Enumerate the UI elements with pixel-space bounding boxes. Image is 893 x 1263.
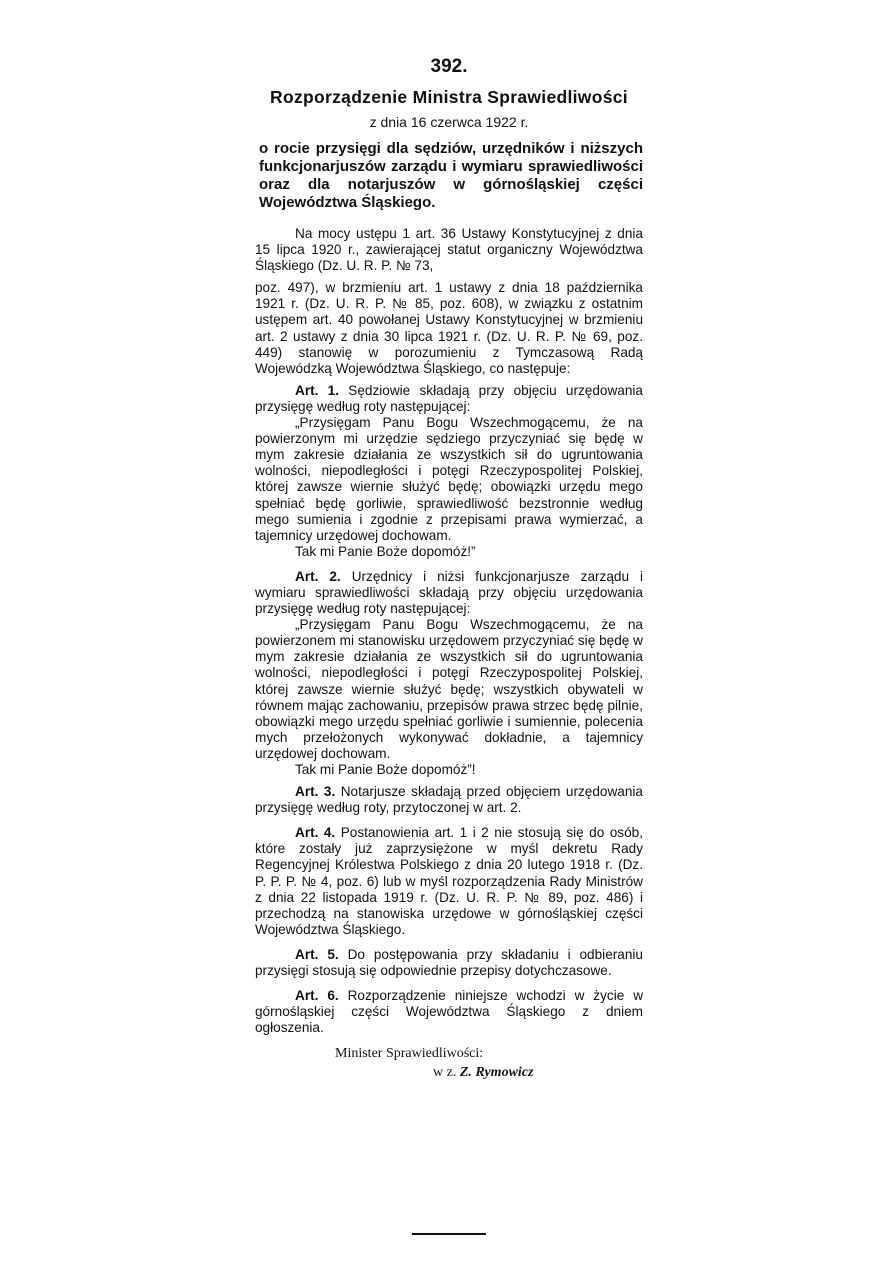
article-4-text: Postanowienia art. 1 i 2 nie stosują się do osób, które zostały już zaprzysiężone w myśl dekretu Rady Regencyjnej Królestwa Polskiego z dnia 20 lutego 1918 r. (Dz. P. P. P. № 4, poz. 6) lub w myśl rozporządzenia Rady Ministrów z dnia 22 listopada 1919 r. (Dz. U. R. P. № 89, poz. 486) i przechodzą na stanowiska urzędowe w górnośląskiej części Województwa Śląskiego.: [255, 825, 644, 937]
signature-prefix: w z.: [433, 1064, 457, 1080]
article-1-oath: „Przysięgam Panu Bogu Wszechmogącemu, że na powierzonym mi urzędzie sędziego przyczyniać się będę w mym zakresie działania ze wszystkich sił do ugruntowania wolności, niepodległości i potęgi Rzeczypospolitej Polskiej, której zawsze wiernie służyć będę; obowiązki urzędu mego spełniać będę gorliwie, sprawiedliwość bezstronnie według mego sumienia i zgodnie z przepisami prawa wymierzać, a tajemnicy urzędowej dochowam.: [255, 415, 643, 543]
article-3-text: Notarjusze składają przed objęciem urzędowania przysięgę według roty, przytoczonej w art. 2.: [255, 784, 643, 816]
article-1-label: Art. 1.: [295, 382, 340, 398]
signature-title: Minister Sprawiedliwości:: [335, 1046, 484, 1062]
document-date: z dnia 16 czerwca 1922 r.: [369, 114, 529, 130]
page-number: 392.: [430, 56, 468, 77]
intro-paragraph-2: poz. 497), w brzmieniu art. 1 ustawy z dnia 18 października 1921 r. (Dz. U. R. P. № 85, poz. 608), w związku z ostatnim ustępem art. 40 powołanej Ustawy Konstytucyjnej w brzmieniu art. 2 ustawy z dnia 30 lipca 1921 r. (Dz. U. R. P. № 69, poz. 449) stanowię w porozumieniu z Tymczasową Radą Wojewódzką Województwa Śląskiego, co następuje:: [255, 280, 643, 376]
article-4-label: Art. 4.: [295, 825, 336, 841]
article-6-label: Art. 6.: [295, 988, 339, 1004]
article-6-text: Rozporządzenie niniejsze wchodzi w życie w górnośląskiej części Województwa Śląskiego z dniem ogłoszenia.: [255, 988, 644, 1036]
article-5-label: Art. 5.: [295, 946, 339, 962]
article-5: [255, 947, 643, 979]
article-5-text: Do postępowania przy składaniu i odbieraniu przysięgi stosują się odpowiednie przepisy dotychczasowe.: [255, 946, 643, 979]
article-1-text: Sędziowie składają przy objęciu urzędowania przysięgę według roty następującej:: [255, 382, 643, 414]
article-3-label: Art. 3.: [295, 784, 336, 800]
article-1-closing: Tak mi Panie Boże dopomóż!”: [295, 543, 476, 559]
signature-name: Z. Rymowicz: [459, 1064, 534, 1080]
document-title: Rozporządzenie Ministra Sprawiedliwości: [270, 87, 628, 107]
article-2-closing: Tak mi Panie Boże dopomóż”!: [295, 762, 476, 777]
intro-paragraph-1: Na mocy ustępu 1 art. 36 Ustawy Konstytucyjnej z dnia 15 lipca 1920 r., zawierającej statut organiczny Województwa Śląskiego (Dz. U. R. P. № 73,: [255, 226, 643, 274]
document-subject: o rocie przysięgi dla sędziów, urzędników i niższych funkcjonarjuszów zarządu i wymiaru sprawiedliwości oraz dla notarjuszów w górnośląskiej części Województwa Śląskiego.: [259, 140, 643, 211]
article-2: [255, 569, 643, 617]
article-1: [255, 383, 643, 415]
article-2-text: Urzędnicy i niżsi funkcjonarjusze zarządu i wymiaru sprawiedliwości składają przy objęciu urzędowania przysięgę według roty następującej:: [255, 568, 643, 617]
article-2-label: Art. 2.: [295, 568, 341, 584]
closing-rule: [412, 1233, 486, 1235]
document-page: [255, 55, 643, 1081]
article-3: [255, 784, 643, 816]
article-6: [255, 988, 643, 1036]
article-4: [255, 825, 643, 938]
signature-line: [433, 1065, 643, 1081]
article-2-oath: „Przysięgam Panu Bogu Wszechmogącemu, że na powierzonem mi stanowisku urzędowem przyczyniać się będę w mym zakresie działania ze wszystkich sił do ugruntowania wolności, niepodległości i potęgi Rzeczypospolitej Polskiej, której zawsze wiernie służyć będę; wszystkich obywateli w równem mając zachowaniu, przepisów prawa strzec będę pilnie, obowiązki mego urzędu spełniać gorliwie i sumiennie, polecenia mych przełożonych wykonywać dokładnie, a tajemnicy urzędowej dochowam.: [255, 617, 643, 761]
